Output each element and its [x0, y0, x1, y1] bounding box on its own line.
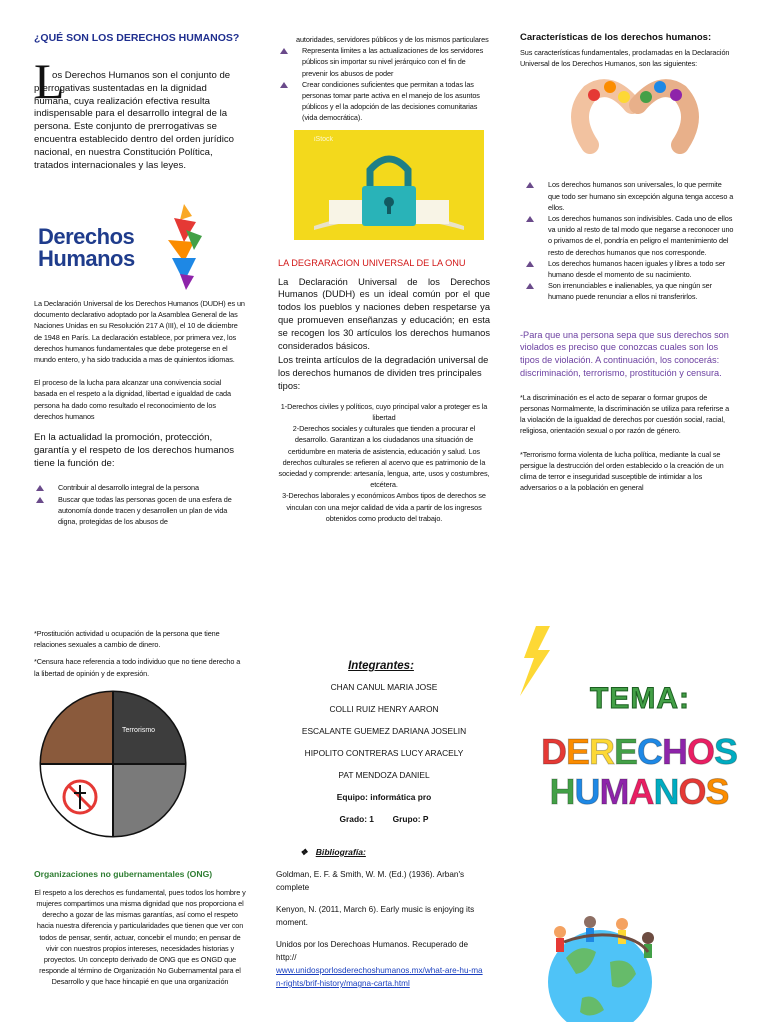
function-list — [34, 482, 246, 527]
bibliography-title: Bibliografía: — [315, 847, 366, 857]
characteristics-list — [520, 179, 734, 302]
bottom-left-panel — [34, 628, 246, 988]
member-name: ESCALANTE GUEMEZ DARIANA JOSELIN — [301, 726, 467, 736]
title-letter: S — [705, 771, 729, 812]
globe-people-icon — [530, 912, 670, 1022]
member-name: COLLI RUIZ HENRY AARON — [329, 704, 439, 714]
heart-hands-icon — [560, 75, 710, 165]
column-left — [34, 32, 244, 527]
section-title: ¿QUÉ SON LOS DERECHOS HUMANOS? — [34, 32, 240, 44]
violations-circle — [38, 689, 188, 839]
bullet-icon — [36, 497, 44, 503]
list-item — [524, 213, 734, 258]
title-letter: N — [653, 771, 679, 812]
rights-types: 1-Derechos civiles y políticos, cuyo principal valor a proteger es la libertad 2-Derechos sociales y culturales que tienden a procurar el desarrollo. Garantizan a los ciudadanos una situación de certidumbre en materia de asistencia, educación y salud. Los derechos culturales se refieren al acervo que es patrimonio de la sociedad y comprende: artesanía, lengua, arte, usos y costumbres, etcétera. 3-Derechos laborales y económicos Ambos tipos de derechos se vinculan con una mejor calidad de vida a partir de los ingresos obtenidos como producto del trabajo. — [278, 401, 490, 523]
ong-heading: Organizaciones no gubernamentales (ONG) — [34, 868, 213, 879]
member-name: PAT MENDOZA DANIEL — [338, 770, 430, 780]
list-item — [278, 45, 490, 79]
bottom-middle-panel — [276, 660, 492, 990]
title-letter: D — [540, 731, 566, 772]
list-item-text: Representa limites a las actualizaciones de los servidores públicos sin importar su nivel jerárquico con el fin de prevenir los abusos de poder — [302, 46, 484, 78]
reference-item: Goldman, E. F. & Smith, W. M. (Ed.) (1936). Arban's complete — [276, 870, 465, 892]
column-middle — [278, 34, 490, 524]
title-letter: C — [637, 731, 662, 772]
cover-title-line — [528, 732, 750, 772]
bullet-icon — [280, 48, 288, 54]
padlock-icon — [294, 130, 484, 240]
paragraph-actualidad: En la actualidad la promoción, protección, garantía y el respeto de los derechos humanos tiene la función de: — [34, 432, 234, 469]
characteristics-intro: Sus características fundamentales, proclamadas en la Declaración Universal de los Derechos Humanos, son las siguientes: — [520, 48, 730, 69]
members-heading: Integrantes: — [348, 660, 414, 672]
prostitution-text: *Prostitución actividad u ocupación de la persona que tiene relaciones sexuales a cambio de dinero. — [34, 629, 220, 650]
title-letter: H — [662, 731, 687, 772]
circle-label: Terrorismo — [122, 726, 156, 734]
list-item — [278, 79, 490, 124]
title-letter: O — [687, 731, 715, 772]
list-item-text: Contribuir al desarrollo integral de la persona — [58, 483, 199, 493]
terrorism-paragraph: *Terrorismo forma violenta de lucha política, mediante la cual se persigue la destrucción del orden establecido o la creación de un clima de terror e inseguridad susceptible de intimidar a los adversarios o a la población en general — [520, 449, 724, 493]
derechos-humanos-logo — [34, 196, 244, 292]
bibliography-heading — [300, 847, 492, 858]
intro-text: os Derechos Humanos son el conjunto de prerrogativas sustentadas en la dignidad humana, cuya realización efectiva resulta indispensable para el desarrollo integral de la persona. Este conjunto de prerrogativas se encuentra establecido dentro del orden jurídico nacional, en nuestra Constitución Política, tratados internacionales y las leyes. — [34, 70, 235, 171]
grade-group — [276, 814, 492, 825]
list-item-text: Crear condiciones suficientes que permitan a todas las personas tomar parte activa en el manejo de los asuntos públicos y el la adopción de las decisiones comunitarias (vida democrática). — [302, 79, 480, 123]
list-item-text: Son irrenunciables e inalienables, ya que ningún ser humano puede renunciar a ellos ni transferirlos. — [548, 281, 712, 302]
title-letter: S — [714, 731, 738, 772]
cover-title — [528, 732, 750, 812]
cover-title-line — [528, 772, 750, 812]
title-letter: R — [588, 731, 614, 772]
censorship-text: *Censura hace referencia a todo individuo que no tiene derecho a la libertad de opinión y de expresión. — [34, 657, 241, 678]
title-letter: E — [565, 731, 589, 772]
paragraph-lucha: El proceso de la lucha para alcanzar una convivencia social basada en el respeto a la dignidad, libertad e igualdad de cada persona ha dado como resultado el reconocimiento de los derechos humanos — [34, 378, 231, 421]
list-item-text: Los derechos humanos son universales, lo que permite que todo ser humano sin excepción alguna tenga acceso a ellos. — [548, 180, 734, 212]
list-item-text: Los derechos humanos son indivisibles. Cada uno de ellos va unido al resto de tal modo que negarse a reconocer uno o privarnos de el, pondría en peligro el mantenimiento del resto de derechos humanos que nos corresponde. — [548, 214, 734, 257]
reference-link[interactable]: www.unidosporlosderechoshumanos.mx/what-are-hu-man-rights/brif-history/magna-carta.html — [276, 966, 483, 988]
onu-paragraph-2: Los treinta artículos de la degradación universal de los derechos humanos de dividen tres principales tipos: — [278, 355, 489, 391]
team-label: Equipo: informática pro — [336, 792, 432, 802]
members-list — [276, 682, 492, 825]
heart-hands-image — [560, 75, 710, 165]
bullet-icon — [526, 216, 534, 222]
references — [276, 868, 486, 990]
list-item — [524, 258, 734, 280]
cover-panel — [520, 620, 750, 1024]
logo-word-1: Derechos — [38, 224, 135, 249]
diamond-bullet-icon: ❖ — [300, 847, 308, 857]
violations-paragraph: -Para que una persona sepa que sus derechos son violados es preciso que conozcas cuales son los tipos de violación. A continuación, los conocerás: discriminación, terrorismo, prostitución y censura. — [520, 329, 729, 379]
group-label: Grupo: P — [392, 814, 429, 824]
continued-text: autoridades, servidores públicos y de los mismos particulares — [296, 35, 489, 44]
bullet-icon — [526, 283, 534, 289]
list-item-text: Buscar que todas las personas gocen de una esfera de autonomía donde tracen y desarrollen un plan de vida digna, protegidas de los abusos de — [58, 494, 232, 527]
reference-item: Kenyon, N. (2011, March 6). Early music is enjoying its moment. — [276, 905, 475, 927]
list-item — [524, 280, 734, 302]
column-right — [520, 32, 734, 493]
onu-heading: LA DEGRARACION UNIVERSAL DE LA ONU — [278, 257, 466, 268]
reference-item: Unidos por los Derechoas Humanos. Recuperado de http:// — [276, 940, 469, 962]
list-item — [34, 482, 246, 493]
title-letter: O — [678, 771, 706, 812]
padlock-book-image — [294, 130, 484, 240]
title-letter: M — [599, 771, 629, 812]
grade-label: Grado: 1 — [339, 814, 374, 824]
discrimination-paragraph: *La discriminación es el acto de separar o formar grupos de personas Normalmente, la discriminación se utiliza para referirse a la violación de la igualdad de derechos por cuestión social, racial, religiosa, orientación sexual o por razón de género. — [520, 392, 730, 436]
bullet-icon — [526, 182, 534, 188]
tema-label: TEMA: — [590, 682, 690, 715]
bullet-icon — [280, 82, 288, 88]
paragraph-dudh: La Declaración Universal de los Derechos Humanos (DUDH) es un documento declarativo adoptado por la Asamblea General de las Naciones Unidas en su Resolución 217 A (III), el 10 de diciembre de 1948 en París. La declaración establece, por primera vez, los derechos humanos fundamentales que debe protegerse en el mundo entero, y ha sido traducida a mas de quinientos idiomas. — [34, 299, 245, 365]
logo-word-2: Humanos — [38, 246, 135, 271]
violations-circle-icon — [38, 689, 188, 839]
lightning-bolt-icon — [516, 626, 556, 696]
title-letter: A — [628, 771, 654, 812]
list-item-text: Los derechos humanos hacen iguales y libres a todo ser humano desde el momento de su nacimiento. — [548, 258, 726, 280]
list-item — [34, 494, 246, 528]
bullet-icon — [526, 261, 534, 267]
bullet-icon — [36, 485, 44, 491]
onu-paragraph-1: La Declaración Universal de los Derechos Humanos (DUDH) es un ideal común por el que todos los pueblos y naciones deben respetarse ya que promueven enseñanzas y educación; en esta se recogen los 30 artículos los derechos humanos considerados básicos. — [278, 276, 490, 351]
ong-text: El respeto a los derechos es fundamental, pues todos los hombre y mujeres compartimos una misma dignidad que nos proporciona el derecho a gozar de las mismas garantías, así como el respeto hacia nuestra diferencia y particularidades que tienen que ver con todos de pensar, sentir, actuar, concebir el mundo; en pensar de vivir con nuestros propios intereses, necesidades historias y proyectos. Un concepto derivado de ONG que es ONGD que responde al término de Organización No Gubernamental para el Desarrollo y que hace hincapié en que una organización — [34, 887, 246, 987]
watermark: iStock — [314, 135, 334, 143]
title-letter: U — [574, 771, 600, 812]
drop-cap: L — [34, 53, 65, 109]
intro-block — [34, 53, 244, 188]
limits-list — [278, 45, 490, 123]
list-item — [524, 179, 734, 213]
member-name: CHAN CANUL MARIA JOSE — [330, 682, 438, 692]
characteristics-heading: Características de los derechos humanos: — [520, 32, 712, 43]
member-name: HIPOLITO CONTRERAS LUCY ARACELY — [304, 748, 464, 758]
title-letter: H — [549, 771, 575, 812]
title-letter: E — [613, 731, 637, 772]
